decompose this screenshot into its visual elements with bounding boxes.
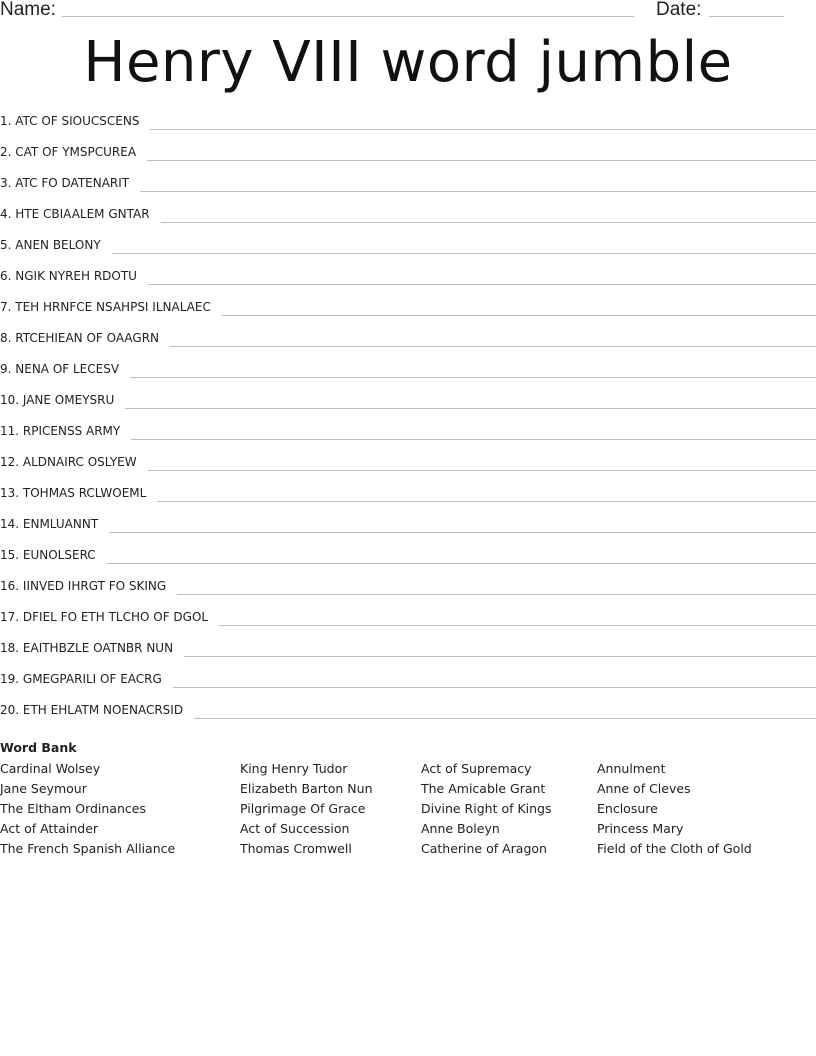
question-row [0,669,816,700]
answer-line[interactable] [148,284,816,285]
question-row [0,607,816,638]
question-row [0,111,816,142]
word-bank-column [421,759,552,859]
question-row [0,390,816,421]
question-text: 17. DFIEL FO ETH TLCHO OF DGOL [0,610,209,624]
question-row [0,204,816,235]
question-row [0,514,816,545]
answer-line[interactable] [177,594,816,595]
answer-line[interactable] [148,470,816,471]
question-text: 19. GMEGPARILI OF EACRG [0,672,162,686]
answer-line[interactable] [173,687,816,688]
word-bank-item: Divine Right of Kings [421,801,552,816]
word-bank-column [0,759,175,859]
question-row [0,545,816,576]
question-text: 10. JANE OMEYSRU [0,393,115,407]
question-text: 12. ALDNAIRC OSLYEW [0,455,137,469]
question-text: 6. NGIK NYREH RDOTU [0,269,137,283]
word-bank-column [597,759,752,859]
word-bank-item: Anne Boleyn [421,821,500,836]
question-text: 14. ENMLUANNT [0,517,99,531]
name-field[interactable] [62,16,634,17]
answer-line[interactable] [140,191,816,192]
word-bank-title: Word Bank [0,740,77,755]
word-bank-item: Elizabeth Barton Nun [240,781,373,796]
question-row [0,173,816,204]
answer-line[interactable] [150,129,816,130]
question-text: 11. RPICENSS ARMY [0,424,121,438]
question-text: 5. ANEN BELONY [0,238,101,252]
question-row [0,700,816,731]
answer-line[interactable] [184,656,816,657]
answer-line[interactable] [131,439,816,440]
word-bank-column [240,759,373,859]
question-text: 8. RTCEHIEAN OF OAAGRN [0,331,160,345]
word-bank-item: Annulment [597,761,666,776]
question-text: 2. CAT OF YMSPCUREA [0,145,137,159]
header [0,0,816,22]
question-text: 13. TOHMAS RCLWOEML [0,486,147,500]
question-list [0,111,816,731]
word-bank-item: The Eltham Ordinances [0,801,146,816]
word-bank-item: Princess Mary [597,821,684,836]
question-row [0,142,816,173]
word-bank-item: King Henry Tudor [240,761,348,776]
answer-line[interactable] [125,408,816,409]
answer-line[interactable] [109,532,816,533]
word-bank [0,739,816,859]
question-text: 20. ETH EHLATM NOENACRSID [0,703,184,717]
word-bank-item: Anne of Cleves [597,781,691,796]
word-bank-item: Cardinal Wolsey [0,761,101,776]
word-bank-item: Thomas Cromwell [240,841,352,856]
question-row [0,328,816,359]
answer-line[interactable] [130,377,816,378]
date-label: Date: [656,0,702,20]
question-text: 9. NENA OF LECESV [0,362,120,376]
word-bank-item: Jane Seymour [0,781,87,796]
word-bank-item: Pilgrimage Of Grace [240,801,366,816]
date-field[interactable] [709,16,784,17]
question-text: 1. ATC OF SIOUCSCENS [0,114,140,128]
name-label: Name: [0,0,56,20]
question-text: 16. IINVED IHRGT FO SKING [0,579,167,593]
question-text: 15. EUNOLSERC [0,548,96,562]
question-text: 7. TEH HRNFCE NSAHPSI ILNALAEC [0,300,211,314]
word-bank-item: Enclosure [597,801,658,816]
answer-line[interactable] [170,346,816,347]
answer-line[interactable] [107,563,816,564]
word-bank-item: Catherine of Aragon [421,841,547,856]
question-row [0,483,816,514]
word-bank-columns [0,759,816,859]
word-bank-item: Act of Supremacy [421,761,532,776]
word-bank-item: The Amicable Grant [421,781,546,796]
answer-line[interactable] [161,222,816,223]
question-row [0,638,816,669]
question-text: 4. HTE CBIAALEM GNTAR [0,207,150,221]
question-row [0,452,816,483]
word-bank-item: Field of the Cloth of Gold [597,841,752,856]
question-row [0,235,816,266]
answer-line[interactable] [219,625,816,626]
word-bank-item: Act of Attainder [0,821,99,836]
word-bank-item: The French Spanish Alliance [0,841,176,856]
answer-line[interactable] [112,253,816,254]
question-text: 18. EAITHBZLE OATNBR NUN [0,641,174,655]
answer-line[interactable] [157,501,816,502]
question-row [0,576,816,607]
word-bank-item: Act of Succession [240,821,350,836]
answer-line[interactable] [147,160,816,161]
question-row [0,297,816,328]
question-row [0,359,816,390]
question-text: 3. ATC FO DATENARIT [0,176,130,190]
page-title: Henry VIII word jumble [83,30,733,95]
question-row [0,421,816,452]
answer-line[interactable] [222,315,816,316]
question-row [0,266,816,297]
answer-line[interactable] [194,718,816,719]
